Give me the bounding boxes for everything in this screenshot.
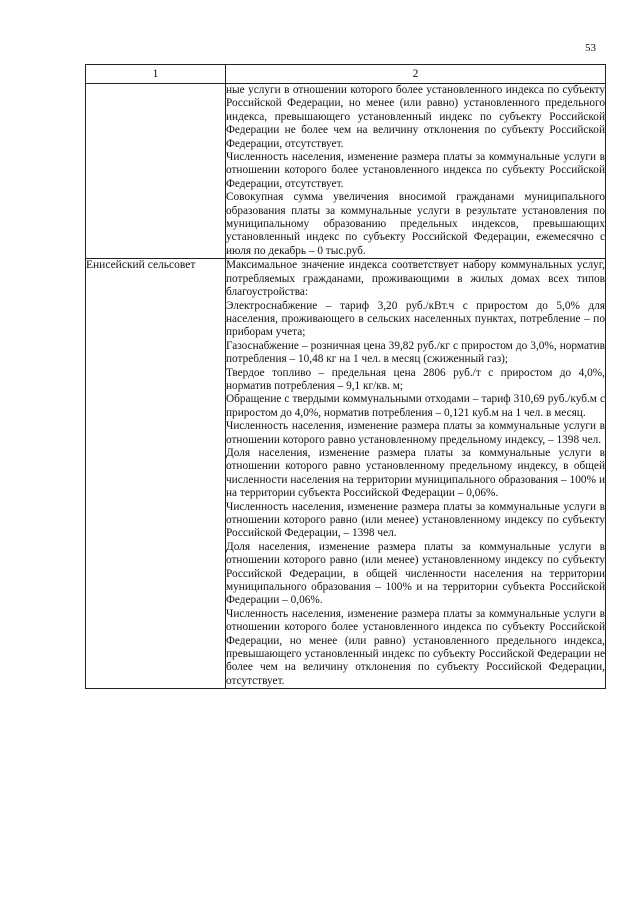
- description-cell: [226, 84, 606, 259]
- page-number: 53: [585, 42, 596, 54]
- paragraph: Численность населения, изменение размера платы за коммунальные услуги в отношении которого более установленного индекса по субъекту Российской Федерации, но менее (или равно) установленного предельного индекса, превышающего установленный индекс по субъекту Российской Федерации не более чем на величину отклонения по субъекту Российской Федерации, отсутствует.: [226, 607, 605, 687]
- paragraph: ные услуги в отношении которого более установленного индекса по субъекту Российской Федерации, но менее (или равно) установленного предельного индекса, превышающего установленный индекс по субъекту Российской Федерации не более чем на величину отклонения по субъекту Российской Федерации, отсутствует.: [226, 84, 605, 150]
- paragraph: Газоснабжение – розничная цена 39,82 руб./кг с приростом до 3,0%, норматив потребления – 10,48 кг на 1 чел. в месяц (сжиженный газ);: [226, 339, 605, 366]
- paragraph: Обращение с твердыми коммунальными отходами – тариф 310,69 руб./куб.м с приростом до 4,0%, норматив потребления – 0,121 куб.м на 1 чел. в месяц.: [226, 393, 605, 419]
- paragraph: Совокупная сумма увеличения вносимой гражданами муниципального образования платы за коммунальные услуги в результате установления по муниципальному образованию предельных индексов, превышающих установленный индекс по субъекту Российской Федерации, ежемесячно с июля по декабрь – 0 тыс.руб.: [226, 191, 605, 257]
- description-cell: [226, 259, 606, 689]
- table-row: [86, 84, 606, 259]
- paragraph: Численность населения, изменение размера платы за коммунальные услуги в отношении которого более установленного индекса по субъекту Российской Федерации, отсутствует.: [226, 151, 605, 190]
- table-row: [86, 259, 606, 689]
- column-header-1: 1: [86, 65, 226, 84]
- table-header-row: [86, 65, 606, 84]
- paragraph: Доля населения, изменение размера платы за коммунальные услуги в отношении которого равно установленному предельному индексу, в общей численности населения на территории муниципального образования – 100% и на территории субъекта Российской Федерации – 0,06%.: [226, 446, 605, 500]
- paragraph: Твердое топливо – предельная цена 2806 руб./т с приростом до 4,0%, норматив потребления – 9,1 кг/кв. м;: [226, 366, 605, 392]
- paragraph: Численность населения, изменение размера платы за коммунальные услуги в отношении которого равно (или менее) установленному индексу по субъекту Российской Федерации, – 1398 чел.: [226, 500, 605, 540]
- region-cell: [86, 84, 226, 259]
- paragraph: Максимальное значение индекса соответствует набору коммунальных услуг, потребляемых гражданами, проживающими в жилых домах всех типов благоустройства:: [226, 259, 605, 299]
- index-table: [85, 64, 606, 689]
- paragraph: Доля населения, изменение размера платы за коммунальные услуги в отношении которого равно (или менее) установленному индексу по субъекту Российской Федерации, в общей численности населения на территории муниципального образования – 100% и на территории субъекта Российской Федерации – 0,06%.: [226, 540, 605, 607]
- column-header-2: 2: [226, 65, 606, 84]
- paragraph: Численность населения, изменение размера платы за коммунальные услуги в отношении которого равно установленному предельному индексу, – 1398 чел.: [226, 420, 605, 446]
- region-cell: Енисейский сельсовет: [86, 259, 226, 689]
- paragraph: Электроснабжение – тариф 3,20 руб./кВт.ч с приростом до 5,0% для населения, проживающего в сельских населенных пунктах, потребление – по приборам учета;: [226, 299, 605, 339]
